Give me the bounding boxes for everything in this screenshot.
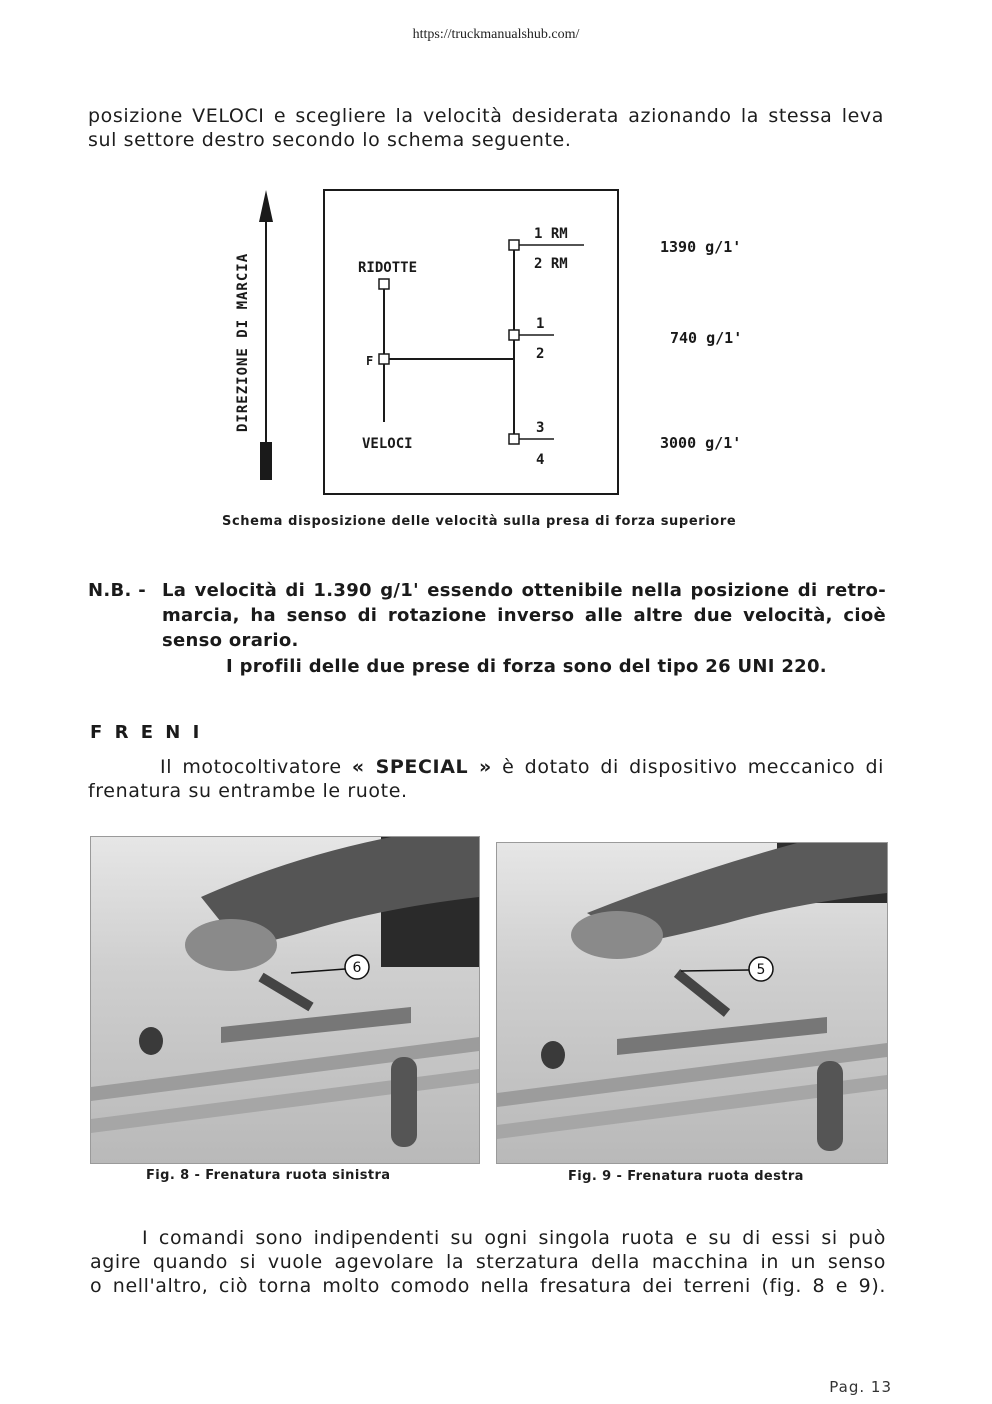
freni-line-1-end: è dotato di dispositivo meccanico di [491, 756, 884, 778]
speed-top: 1390 g/1' [660, 238, 742, 256]
nb-label: N.B. - [88, 580, 146, 601]
freni-line-1 [88, 755, 884, 779]
rm-slot [509, 240, 519, 250]
direction-label: DIREZIONE DI MARCIA [235, 252, 251, 432]
gear-3-label: 3 [536, 420, 545, 436]
closing-paragraph [90, 1226, 886, 1298]
gear-4-label: 4 [536, 452, 545, 468]
figure-9-caption: Fig. 9 - Frenatura ruota destra [568, 1169, 804, 1184]
page-number: Pag. 13 [829, 1378, 892, 1396]
figure-8-illustration [91, 837, 479, 1163]
direction-arrow [259, 190, 273, 480]
freni-line-1-start: Il motocoltivatore [160, 756, 352, 778]
rm1-label: 1 RM [534, 226, 568, 242]
rm2-label: 2 RM [534, 256, 568, 272]
gear-2-label: 2 [536, 346, 545, 362]
closing-line-2: agire quando si vuole agevolare la sterzatura della macchina in un senso [90, 1251, 886, 1273]
figure-8-photo [90, 836, 480, 1164]
figure-9-illustration [497, 843, 887, 1163]
nb-text [162, 578, 886, 653]
intro-line-1: posizione VELOCI e scegliere la velocità desiderata azionando la stessa leva [88, 105, 884, 127]
closing-line-1: I comandi sono indipendenti su ogni singola ruota e su di essi si può [142, 1227, 886, 1249]
freni-heading: F R E N I [90, 722, 203, 743]
f-label: F [366, 354, 374, 368]
freni-paragraph [88, 755, 884, 803]
figure-8-caption: Fig. 8 - Frenatura ruota sinistra [146, 1168, 391, 1183]
slot-1-2 [509, 330, 519, 340]
speed-mid: 740 g/1' [670, 329, 743, 347]
f-slot [379, 354, 389, 364]
veloci-label: VELOCI [362, 436, 413, 452]
ridotte-slot [379, 279, 389, 289]
figure-9-photo [496, 842, 888, 1164]
speed-bottom: 3000 g/1' [660, 434, 742, 452]
figure-9-callout: 5 [756, 962, 766, 978]
special-model-name: « SPECIAL » [351, 756, 492, 778]
freni-line-2: frenatura su entrambe le ruote. [88, 780, 408, 802]
closing-line-3: o nell'altro, ciò torna molto comodo nella fresatura dei terreni (fig. 8 e 9). [90, 1275, 886, 1297]
gear-shift-diagram [220, 180, 780, 510]
ridotte-label: RIDOTTE [358, 260, 418, 276]
intro-paragraph [88, 104, 884, 152]
gear-1-label: 1 [536, 316, 545, 332]
nb-line-1: La velocità di 1.390 g/1' essendo ottenibile nella posizione di retro- [162, 580, 886, 601]
slot-3-4 [509, 434, 519, 444]
source-url: https://truckmanualshub.com/ [412, 27, 580, 42]
intro-line-2: sul settore destro secondo lo schema seguente. [88, 129, 572, 151]
nb-line-4: I profili delle due prese di forza sono del tipo 26 UNI 220. [226, 656, 827, 677]
nb-line-3: senso orario. [162, 630, 299, 651]
figure-8-callout: 6 [352, 960, 362, 976]
nb-line-2: marcia, ha senso di rotazione inverso alle altre due velocità, cioè [162, 605, 886, 626]
diagram-caption: Schema disposizione delle velocità sulla presa di forza superiore [222, 514, 737, 529]
